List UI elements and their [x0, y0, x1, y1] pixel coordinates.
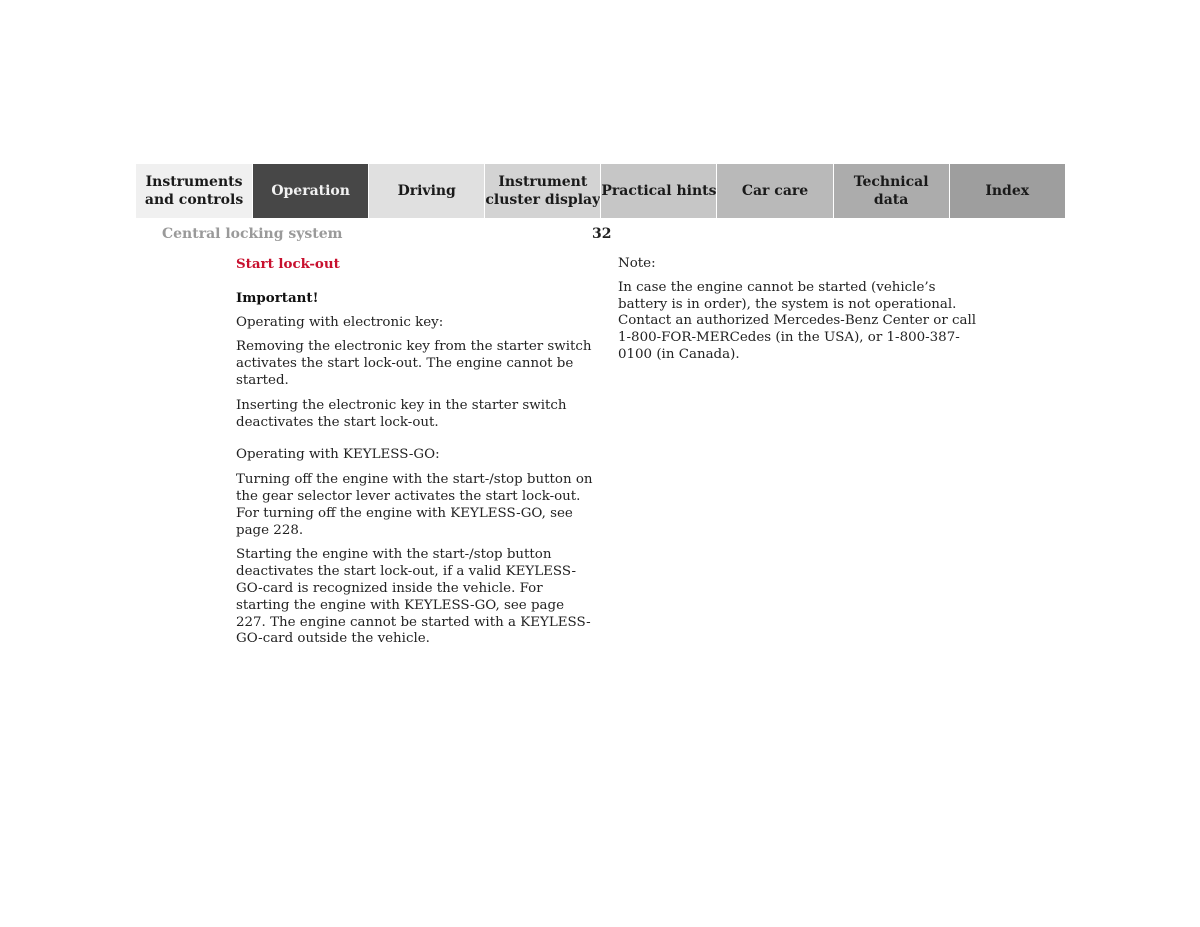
tab-practical-hints[interactable]: Practical hints [600, 164, 716, 218]
tab-instruments-and-controls[interactable]: Instruments and controls [136, 164, 252, 218]
important-label: Important! [236, 289, 319, 306]
right-column [618, 256, 978, 364]
note-label: Note: [618, 256, 656, 271]
electronic-key-intro: Operating with electronic key: [236, 314, 444, 330]
electronic-key-paragraph-2: Inserting the electronic key in the starter switch deactivates the start lock-out. [236, 397, 567, 430]
keyless-go-intro: Operating with KEYLESS-GO: [236, 447, 440, 463]
tab-index[interactable]: Index [949, 164, 1065, 218]
tab-driving[interactable]: Driving [368, 164, 484, 218]
tab-car-care[interactable]: Car care [716, 164, 832, 218]
keyless-go-paragraph-2: Starting the engine with the start-/stop button deactivates the start lock-out, if a valid KEYLESS-GO-card is recognized inside the vehicle. For starting the engine with KEYLESS-GO, see page 227. The engine cannot be started with a KEYLESS-GO-card outside the vehicle. [236, 547, 591, 647]
note-text: In case the engine cannot be started (vehicle’s battery is in order), the system is not operational. Contact an authorized Mercedes-Benz Center or call 1-800-FOR-MERCedes (in the USA), or 1-800-387-0100 (in Canada). [618, 279, 977, 362]
chapter-tab-bar [136, 164, 1065, 218]
electronic-key-paragraph-1: Removing the electronic key from the starter switch activates the start lock-out. The engine cannot be started. [236, 339, 592, 388]
left-column [236, 256, 596, 648]
tab-technical-data[interactable]: Technical data [833, 164, 949, 218]
start-lockout-heading: Start lock-out [236, 256, 340, 272]
page-number: 32 [592, 226, 612, 242]
section-title: Central locking system [162, 226, 343, 242]
keyless-go-paragraph-1: Turning off the engine with the start-/stop button on the gear selector lever activates the start lock-out. For turning off the engine with KEYLESS-GO, see page 228. [236, 472, 593, 538]
tab-instrument-cluster-display[interactable]: Instrument cluster display [484, 164, 600, 218]
tab-operation[interactable]: Operation [252, 164, 368, 218]
